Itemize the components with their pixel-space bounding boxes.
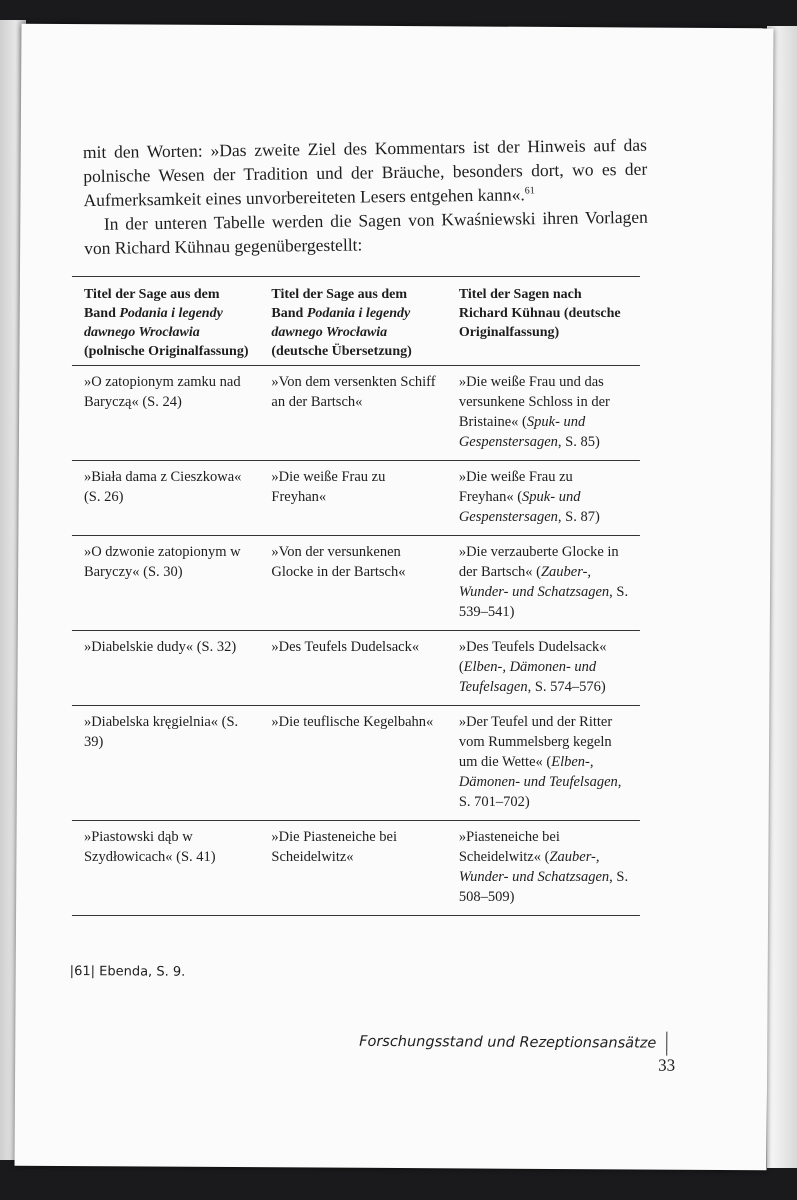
cell-polish: »O dzwonie zatopionym w Baryczy« (S. 30) [72,536,259,631]
footnote [70,964,186,980]
cell-original: »Des Teufels Dudelsack« (Elben-, Dämonen- und Teufelsagen, S. 574–576) [447,631,640,706]
cell-polish: »Diabelska kręgielnia« (S. 39) [72,706,259,821]
cell-polish: »O zatopionym zamku nad Baryczą« (S. 24) [72,366,259,461]
cell-original: »Die weiße Frau zu Freyhan« (Spuk- und Gespenstersagen, S. 87) [447,461,640,536]
table-header-row [72,277,640,366]
table-row [72,461,640,536]
table-row [72,366,640,461]
page-number: 33 [658,1055,676,1075]
cell-original: »Die weiße Frau und das versunkene Schloss in der Bristaine« (Spuk- und Gespenstersagen, S. 85) [447,366,640,461]
cell-original: »Piasteneiche bei Scheidelwitz« (Zauber-, Wunder- und Schatzsagen, S. 508–509) [447,821,640,916]
body-text [83,133,649,260]
cell-original: »Die verzauberte Glocke in der Bartsch« (Zauber-, Wunder- und Schatzsagen, S. 539–541) [447,536,640,631]
cell-polish: »Piastowski dąb w Szydłowicach« (S. 41) [72,821,259,916]
footnote-number: |61| [69,964,96,980]
section-title: Forschungsstand und Rezeptionsansätze [359,1033,657,1052]
cell-polish: »Biała dama z Cieszkowa« (S. 26) [72,461,259,536]
cell-original: »Der Teufel und der Ritter vom Rummelsberg kegeln um die Wette« (Elben-, Dämonen- und Teufelsagen, S. 701–702) [447,706,640,821]
sagen-table [72,276,640,916]
cell-german: »Die Piasteneiche bei Scheidelwitz« [259,821,446,916]
footnote-reference[interactable]: 61 [524,185,535,197]
cell-german: »Von der versunkenen Glocke in der Bartsch« [259,536,446,631]
cell-german: »Von dem versenkten Schiff an der Bartsch« [259,366,446,461]
header-polish: Titel der Sage aus dem Band Podania i legendy dawnego Wrocławia (polnische Originalfassung) [72,277,259,366]
paragraph-2: In der unteren Tabelle werden die Sagen von Kwaśniewski ihren Vorlagen von Richard Kühnau gegenübergestellt: [84,206,648,259]
running-footer [355,1030,675,1076]
table-row [72,821,640,916]
footer-divider [666,1032,667,1056]
cell-german: »Die weiße Frau zu Freyhan« [259,461,446,536]
footnote-text: Ebenda, S. 9. [99,964,186,980]
table-row [72,631,640,706]
cell-german: »Die teuflische Kegelbahn« [259,706,446,821]
table-row [72,536,640,631]
table-row [72,706,640,821]
book-page [15,24,774,1171]
cell-german: »Des Teufels Dudelsack« [259,631,446,706]
header-german: Titel der Sage aus dem Band Podania i legendy dawnego Wrocławia (deutsche Übersetzung) [259,277,446,366]
header-kuehnau: Titel der Sagen nach Richard Kühnau (deutsche Originalfassung) [447,277,640,366]
cell-polish: »Diabelskie dudy« (S. 32) [72,631,259,706]
paragraph-1: mit den Worten: »Das zweite Ziel des Kommentars ist der Hinweis auf das polnische Wesen der Tradition und der Bräuche, besonders dort, wo es der Aufmerksamkeit eines unvorbereiteten Lesers entgehen kann«.$^{61}$ [82,134,648,211]
